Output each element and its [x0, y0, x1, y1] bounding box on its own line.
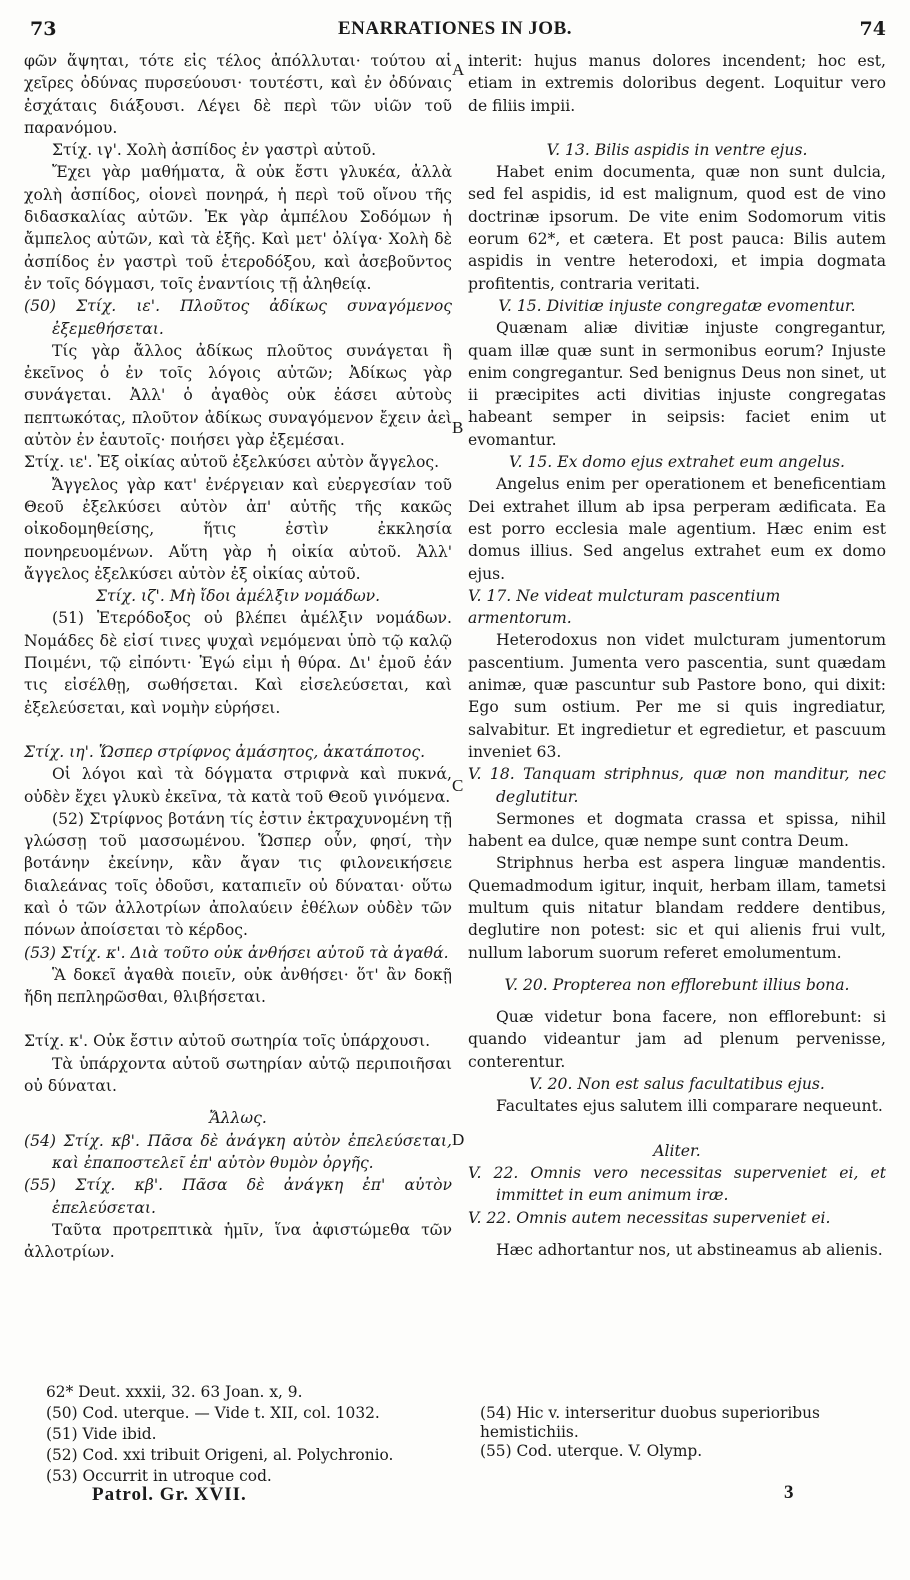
latin-verse-heading: V. 20. Propterea non efflorebunt illius bona. [504, 975, 850, 994]
spacer [468, 964, 886, 974]
latin-paragraph: Sermones et dogmata crassa et spissa, nihil habent ea dulce, quæ nempe sunt contra Deum. [468, 809, 886, 851]
footnote: (53) Occurrit in utroque cod. [46, 1467, 272, 1485]
footnote: (50) Cod. uterque. — Vide t. XII, col. 1032. [46, 1404, 380, 1422]
footnote: (54) Hic v. interseritur duobus superioribus hemistichiis. [480, 1404, 820, 1441]
greek-paragraph: Τίς γὰρ ἄλλος ἀδίκως πλοῦτος συνάγεται ἢ ἐκεῖνος ὁ ἐν τοῖς λόγοις αὐτῶν; Ἀδίκως γὰρ συνάγεται. Ἀλλ' ὁ ἀγαθὸς οὐκ ἐάσει αὐτοὺς πεπτωκότας, πλοῦτον ἀδίκως συναγόμενον ἔχειν ἀεὶ αὐτὸν ἐν ἑαυτοῖς· ποιήσει γὰρ ἐξεμέσαι. [24, 341, 452, 450]
spacer [24, 1008, 452, 1030]
greek-paragraph: Τὰ ὑπάρχοντα αὐτοῦ σωτηρίαν αὐτῷ περιποιῆσαι οὐ δύναται. [24, 1054, 452, 1096]
margin-letter-c: C [452, 776, 464, 795]
latin-verse-heading: V. 15. Ex domo ejus extrahet eum angelus. [509, 453, 845, 472]
footnote: 62* Deut. xxxii, 32. 63 Joan. x, 9. [46, 1383, 303, 1401]
latin-verse-heading: V. 18. Tanquam striphnus, quæ non manditur, nec deglutitur. [468, 765, 886, 806]
greek-text-column [24, 50, 452, 1263]
latin-verse-heading: Aliter. [653, 1141, 701, 1160]
greek-paragraph: φῶν ἅψηται, τότε εἰς τέλος ἀπόλλυται· τούτου αἱ χεῖρες ὀδύνας πυρσεύουσι· τουτέστι, καὶ ἐν ὀδύναις ἐσχάταις διάξουσι. Λέγει δὲ περὶ τῶν υἱῶν τοῦ παρανόμου. [24, 52, 452, 137]
greek-verse-heading: (53) Στίχ. κ'. Διὰ τοῦτο οὐκ ἀνθήσει αὐτοῦ τὰ ἀγαθά. [24, 943, 449, 962]
greek-paragraph: Στίχ. ιε'. Ἐξ οἰκίας αὐτοῦ ἐξελκύσει αὐτὸν ἄγγελος. [24, 453, 440, 472]
latin-verse-heading: V. 20. Non est salus facultatibus ejus. [529, 1075, 825, 1094]
greek-verse-heading: (55) Στίχ. κβ'. Πᾶσα δὲ ἀνάγκη ἐπ' αὐτὸν ἐπελεύσεται. [24, 1176, 452, 1217]
greek-paragraph: Ἃ δοκεῖ ἀγαθὰ ποιεῖν, οὐκ ἀνθήσει· ὅτ' ἂν δοκῇ ἤδη πεπληρῶσθαι, θλιβήσεται. [24, 965, 452, 1007]
greek-verse-heading: (54) Στίχ. κβ'. Πᾶσα δὲ ἀνάγκη αὐτὸν ἐπελεύσεται, καὶ ἐπαποστελεῖ ἐπ' αὐτὸν θυμὸν ὀργῆς. [24, 1131, 452, 1172]
greek-paragraph: Στίχ. κ'. Οὐκ ἔστιν αὐτοῦ σωτηρία τοῖς ὑπάρχουσι. [24, 1032, 431, 1051]
latin-text-column [468, 50, 886, 1261]
spacer [468, 996, 886, 1006]
latin-paragraph: Heterodoxus non videt mulcturam jumentorum pascentium. Jumenta vero pascentia, sunt quædam animæ, quæ pascuntur sub Pastore bono, qui dixit: Ego sum ostium. Per me si quis ingrediatur, salvabitur. Et ingredietur et egredietur, et pascuum inveniet 63. [468, 631, 886, 761]
spacer [24, 1097, 452, 1107]
latin-verse-heading: V. 13. Bilis aspidis in ventre ejus. [546, 140, 808, 159]
latin-verse-heading: V. 22. Omnis vero necessitas superveniet ei, et immittet in eum animum iræ. [468, 1163, 886, 1205]
footer-signature-number: 3 [784, 1482, 794, 1503]
latin-paragraph: Striphnus herba est aspera linguæ mandentis. Quemadmodum igitur, inquit, herbam illam, tametsi multum quis nitatur blandam reddere dentibus, deglutire non potest: sic et qui alienis frui vult, nullum laborum suorum referet emolumentum. [468, 854, 886, 962]
greek-verse-heading: Στίχ. ιζ'. Μὴ ἴδοι ἀμέλξιν νομάδων. [95, 587, 381, 606]
right-page-number: 74 [859, 18, 886, 40]
latin-paragraph: Quænam aliæ divitiæ injuste congregantur, quam illæ quæ sunt in sermonibus eorum? Injuste enim congregantur. Sed benignus Deus non sinet, ut ii præcipites acti divitias injuste congregatas habeant semper in seipsis: faciet enim ut evomantur. [468, 319, 886, 449]
margin-letter-d: D [452, 1130, 465, 1149]
latin-paragraph: Habet enim documenta, quæ non sunt dulcia, sed fel aspidis, id est malignum, quod est de vino doctrinæ ipsorum. De vite enim Sodomorum vitis eorum 62*, et cætera. Et post pauca: Bilis autem aspidis in ventre heterodoxi, et impia dogmata profitentis, contraria veritati. [468, 163, 886, 293]
latin-paragraph: interit: hujus manus dolores incendent; hoc est, etiam in extremis doloribus degent. Loquitur vero de filiis impii. [468, 52, 886, 115]
spacer [468, 117, 886, 139]
greek-paragraph: Στίχ. ιγ'. Χολὴ ἀσπίδος ἐν γαστρὶ αὐτοῦ. [52, 141, 377, 160]
page-header [0, 18, 910, 48]
greek-paragraph: Οἱ λόγοι καὶ τὰ δόγματα στριφνὰ καὶ πυκνά, οὐδὲν ἔχει γλυκὺ ἐκεῖνα, τὰ κατὰ τοῦ Θεοῦ γινόμενα. [24, 765, 452, 806]
latin-verse-heading: V. 17. Ne videat mulcturam pascentium armentorum. [468, 586, 781, 628]
margin-letter-b: B [452, 418, 464, 437]
footnotes-left [46, 1382, 466, 1487]
latin-paragraph: Facultates ejus salutem illi comparare nequeunt. [496, 1097, 883, 1116]
footnotes-right [480, 1404, 880, 1461]
footnote: (55) Cod. uterque. V. Olymp. [480, 1442, 703, 1460]
left-page-number: 73 [30, 18, 57, 40]
greek-verse-heading: Ἄλλως. [209, 1109, 267, 1128]
greek-verse-heading: (50) Στίχ. ιε'. Πλοῦτος ἀδίκως συναγόμενος ἐξεμεθήσεται. [24, 297, 452, 338]
footer-series-label: Patrol. Gr. XVII. [92, 1484, 247, 1505]
greek-verse-heading: Στίχ. ιη'. Ὥσπερ στρίφνος ἀμάσητος, ἀκατάποτος. [24, 742, 426, 761]
greek-paragraph: Ταῦτα προτρεπτικὰ ἡμῖν, ἵνα ἀφιστώμεθα τῶν ἀλλοτρίων. [24, 1220, 452, 1262]
latin-paragraph: Quæ videtur bona facere, non efflorebunt: si quando videantur jam ad plenum pervenisse, conterentur. [468, 1008, 886, 1071]
greek-paragraph: (51) Ἑτερόδοξος οὐ βλέπει ἀμέλξιν νομάδων. Νομάδες δὲ εἰσί τινες ψυχαὶ νεμόμεναι ὑπὸ τῷ καλῷ Ποιμένι, τῷ εἰπόντι· Ἐγώ εἰμι ἡ θύρα. Δι' ἐμοῦ ἐάν τις εἰσέλθῃ, σωθήσεται. Καὶ εἰσελεύσεται, καὶ ἐξελεύσεται, καὶ νομὴν εὑρήσει. [24, 609, 452, 717]
footnote: (52) Cod. xxi tribuit Origeni, al. Polychronio. [46, 1446, 394, 1464]
greek-paragraph: Ἄγγελος γὰρ κατ' ἐνέργειαν καὶ εὐεργεσίαν τοῦ Θεοῦ ἐξελκύσει αὐτὸν ἀπ' αὐτῆς τῆς κακῶς οἰκοδομηθείσης, ἥτις ἐστὶν ἐκκλησία πονηρευομένων. Αὕτη γὰρ ἡ οἰκία αὐτοῦ. Ἀλλ' ἄγγελος ἐξελκύσει αὐτὸν ἐξ οἰκίας αὐτοῦ. [24, 475, 452, 583]
latin-paragraph: Hæc adhortantur nos, ut abstineamus ab alienis. [496, 1240, 883, 1259]
latin-verse-heading: V. 15. Divitiæ injuste congregatæ evomentur. [498, 296, 856, 315]
spacer [24, 719, 452, 741]
running-title: ENARRATIONES IN JOB. [338, 18, 572, 39]
greek-paragraph: Ἔχει γὰρ μαθήματα, ἃ οὐκ ἔστι γλυκέα, ἀλλὰ χολὴ ἀσπίδος, οἱονεὶ πονηρά, ἡ περὶ τοῦ οἴνου τῆς διδασκαλίας αὐτῶν. Ἐκ γὰρ ἀμπέλου Σοδόμων ἡ ἄμπελος αὐτῶν, καὶ τὰ ἑξῆς. Καὶ μετ' ὀλίγα· Χολὴ δὲ ἀσπίδος ἐν γαστρὶ τοῦ ἑτεροδόξου, καὶ ἀσεβοῦντος ἐν τοῖς δόγμασι, τοῖς ἐναντίοις τῇ ἀληθείᾳ. [24, 163, 452, 293]
spacer [468, 1118, 886, 1140]
margin-letter-a: A [452, 60, 465, 79]
greek-paragraph: (52) Στρίφνος βοτάνη τίς ἐστιν ἐκτραχυνομένη τῇ γλώσσῃ τοῦ μασσωμένου. Ὥσπερ οὖν, φησί, τὴν βοτάνην ἐκείνην, κἂν ἄγαν τις φιλονεικήσειε διαλεάνας τοῖς ὀδοῦσι, καταπιεῖν οὐ δύναται· οὕτω καὶ ὁ τῶν ἀλλοτρίων ἀπολαύειν ἐθέλων οὐδὲν τῶν πόνων ἀποίσεται τὸ κέρδος. [24, 809, 452, 940]
latin-paragraph: Angelus enim per operationem et beneficentiam Dei extrahet illum ab ipsa perperam ædificata. Ea est porro ecclesia male agentium. Hæc enim est domus illius. Sed angelus extrahet eum ex domo ejus. [468, 475, 886, 583]
spacer [468, 1229, 886, 1239]
footnote: (51) Vide ibid. [46, 1425, 157, 1443]
latin-verse-heading: V. 22. Omnis autem necessitas superveniet ei. [468, 1208, 831, 1227]
